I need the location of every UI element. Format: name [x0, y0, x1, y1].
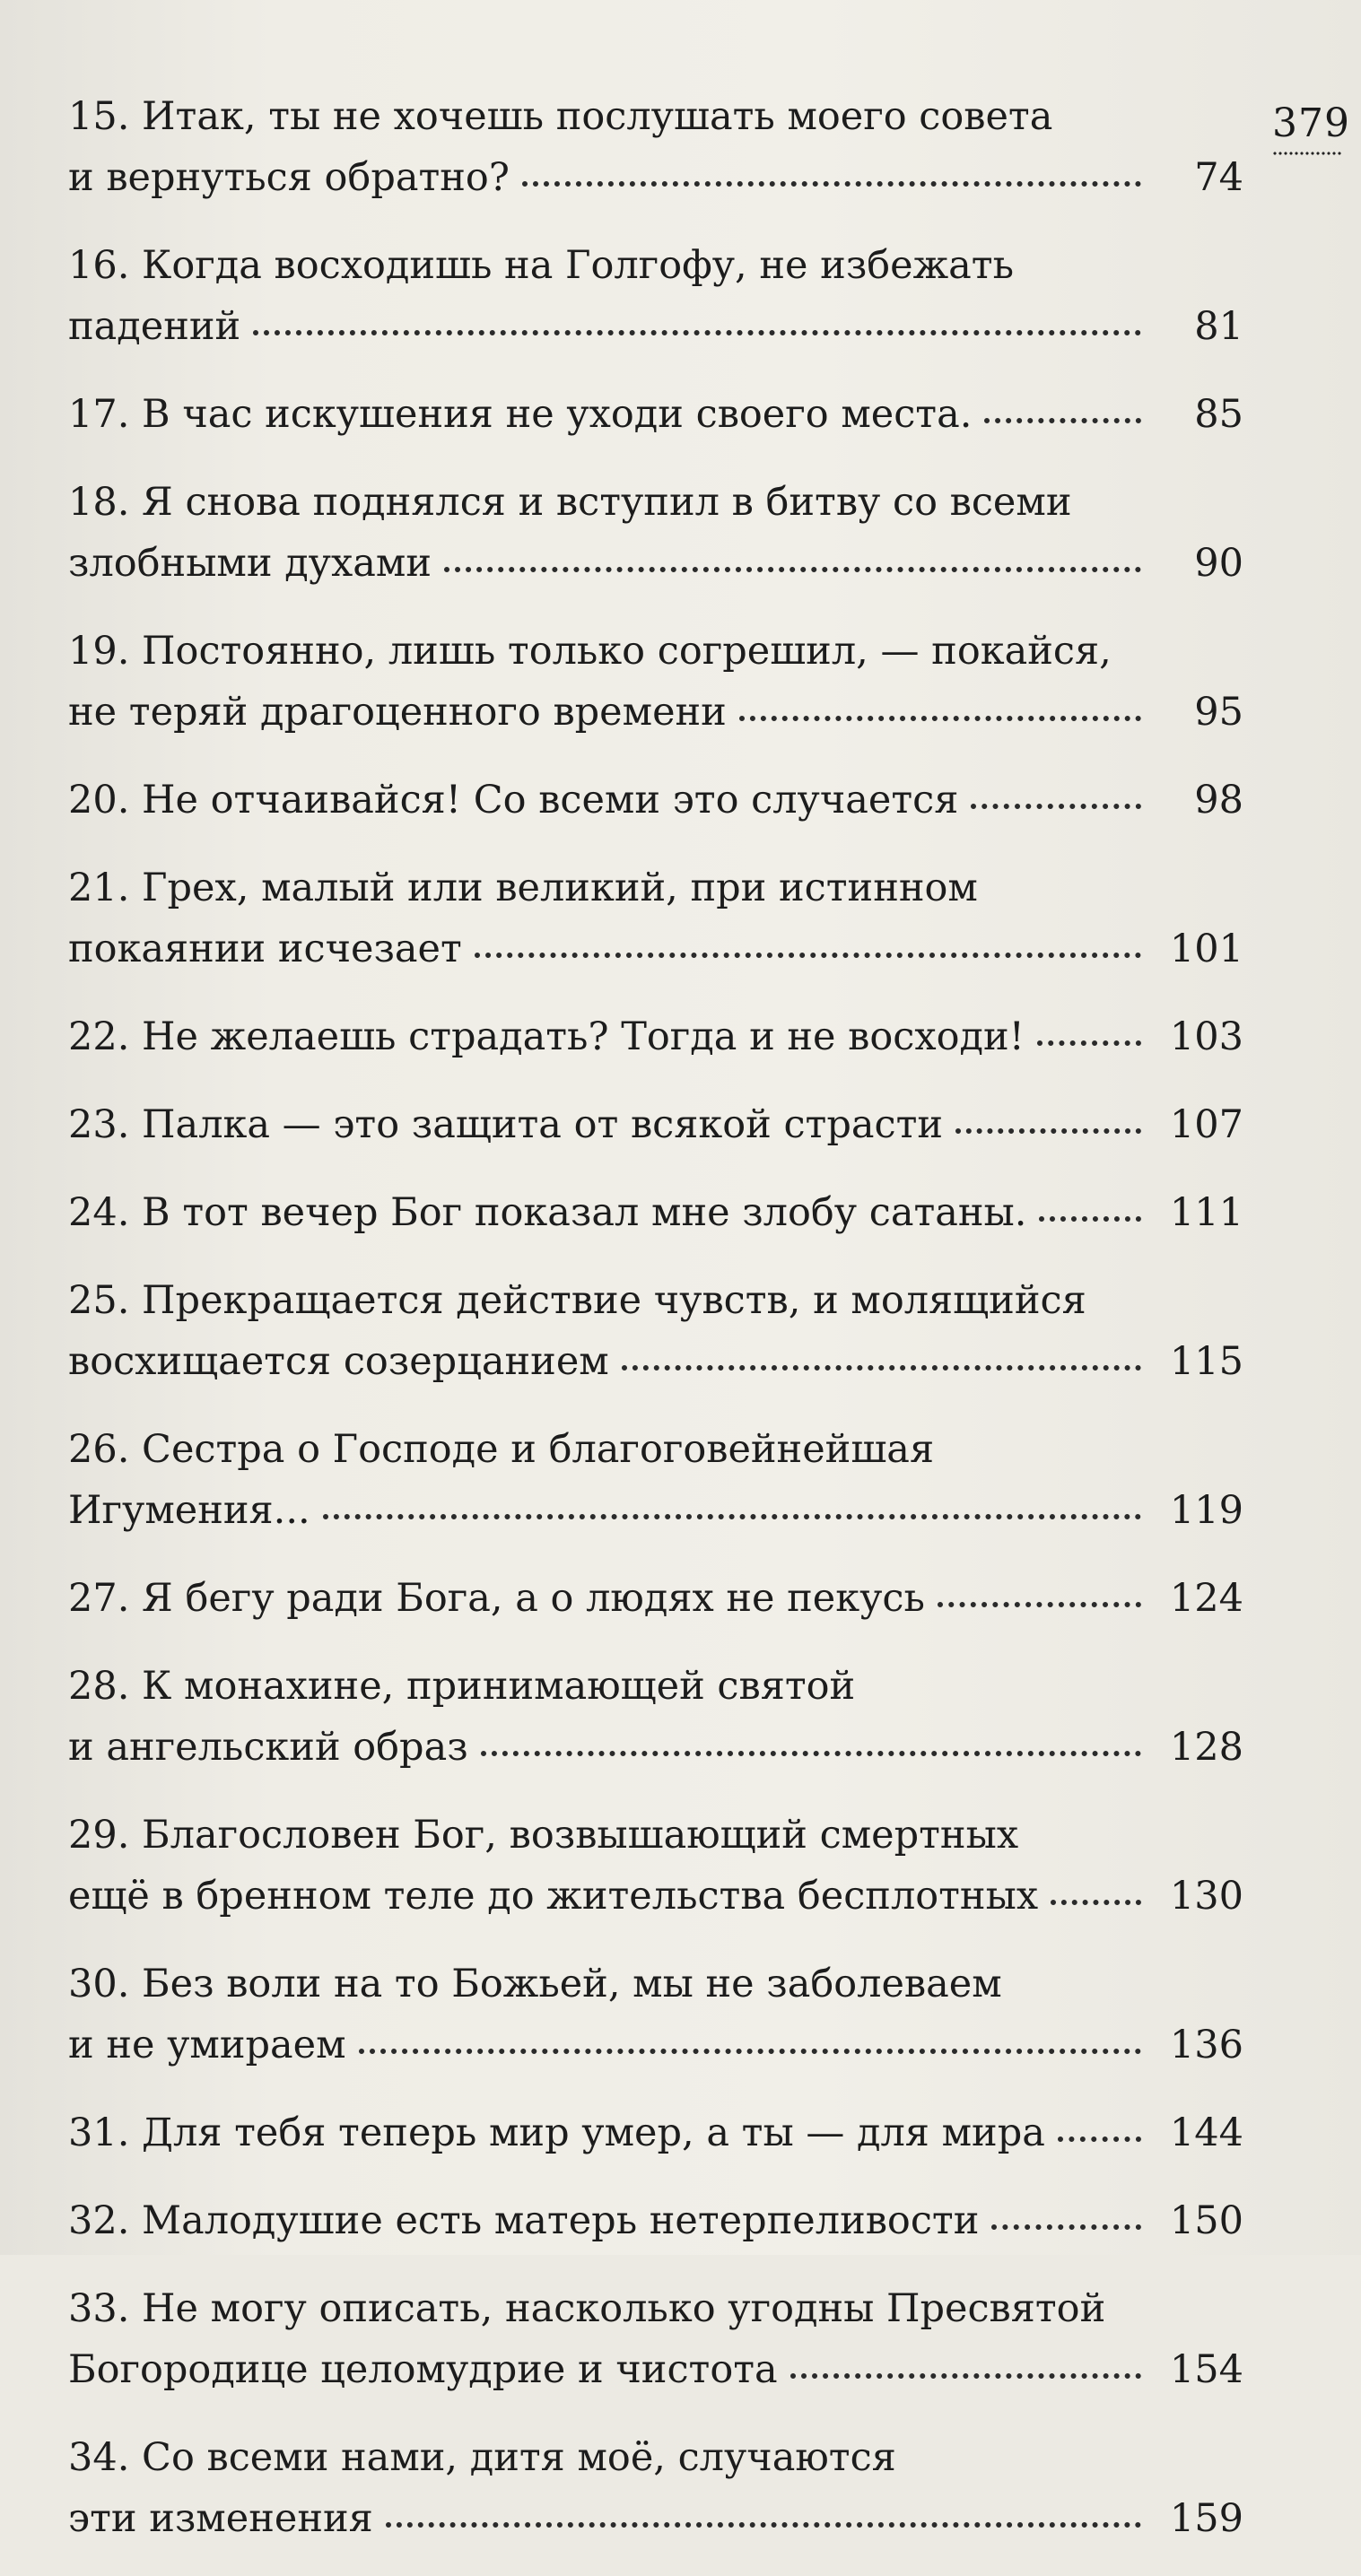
toc-entry — [68, 235, 1243, 357]
toc-entry — [68, 1094, 1243, 1155]
toc-entry — [68, 770, 1243, 831]
toc-entry-line — [68, 2015, 1243, 2076]
toc-entry-line — [68, 621, 1243, 682]
toc-entry — [68, 1805, 1243, 1927]
toc-entry-line — [68, 2339, 1243, 2400]
toc-entry — [68, 2190, 1243, 2251]
toc-entry — [68, 2278, 1243, 2400]
toc-entry-page: 107 — [1169, 1102, 1243, 1147]
toc-entry-line — [68, 533, 1243, 594]
toc-entry-title: 32. Малодушие есть матерь нетерпеливости — [68, 2198, 980, 2243]
dot-leader — [253, 330, 1141, 335]
toc-entry-page: 119 — [1169, 1488, 1243, 1533]
toc-entry — [68, 1006, 1243, 1067]
toc-entry-title: 29. Благословен Бог, возвышающий смертных — [68, 1813, 1019, 1858]
toc-entry — [68, 384, 1243, 445]
toc-entry-title: 17. В час искушения не уходи своего места. — [68, 392, 973, 437]
toc-entry-page: 150 — [1169, 2198, 1243, 2243]
toc-entry-title: 21. Грех, малый или великий, при истинном — [68, 866, 978, 910]
toc-entry-title: падений — [68, 304, 241, 349]
dot-leader — [323, 1514, 1141, 1519]
toc-entry-title: Богородице целомудрие и чистота — [68, 2347, 778, 2392]
toc-entry-page: 111 — [1169, 1190, 1243, 1235]
toc-entry-line — [68, 1270, 1243, 1331]
toc-entry-line — [68, 1094, 1243, 1155]
toc-entry-line — [68, 1717, 1243, 1778]
toc-entry-title: злобными духами — [68, 541, 432, 586]
toc-entry-title: 30. Без воли на то Божьей, мы не заболеваем — [68, 1962, 1002, 2006]
toc-entry-page: 101 — [1169, 927, 1243, 971]
toc-entry-line — [68, 857, 1243, 918]
dot-leader — [386, 2522, 1141, 2528]
toc-entry-page: 74 — [1194, 155, 1243, 200]
toc-entry-line — [68, 1568, 1243, 1629]
toc-entry-line — [68, 2102, 1243, 2163]
toc-entry-page: 81 — [1194, 304, 1243, 349]
dot-leader — [991, 2224, 1141, 2230]
toc-entry-title: 33. Не могу описать, насколько угодны Пресвятой — [68, 2286, 1106, 2331]
dot-leader — [1039, 1216, 1141, 1222]
toc-entry-page: 95 — [1194, 690, 1243, 735]
dot-leader — [1037, 1040, 1141, 1046]
toc-entry — [68, 1656, 1243, 1778]
page-number: 379 — [1272, 100, 1350, 146]
toc-entry-line — [68, 1182, 1243, 1243]
toc-entry-title: 22. Не желаешь страдать? Тогда и не восходи! — [68, 1014, 1025, 1059]
toc-entry — [68, 472, 1243, 594]
toc-entry — [68, 1568, 1243, 1629]
toc-entry-title: 24. В тот вечер Бог показал мне злобу сатаны. — [68, 1190, 1027, 1235]
dot-leader — [522, 181, 1141, 187]
toc-entry-title: 31. Для тебя теперь мир умер, а ты — для мира — [68, 2110, 1045, 2155]
dot-leader — [739, 716, 1141, 721]
toc-entry — [68, 2427, 1243, 2549]
toc-entry-line — [68, 1331, 1243, 1392]
toc-entry-line — [68, 682, 1243, 743]
dot-leader — [1051, 1900, 1141, 1905]
toc-entry-title: 20. Не отчаивайся! Со всеми это случается — [68, 778, 959, 822]
toc-entry-title: не теряй драгоценного времени — [68, 690, 727, 735]
toc-entry-page: 98 — [1194, 778, 1243, 822]
dot-leader — [955, 1128, 1141, 1134]
toc-entry-page: 154 — [1169, 2347, 1243, 2392]
toc-entry-page: 130 — [1169, 1874, 1243, 1919]
dot-leader — [622, 1365, 1141, 1371]
toc-entry-page: 103 — [1169, 1014, 1243, 1059]
toc-entry-title: 16. Когда восходишь на Голгофу, не избежать — [68, 243, 1015, 288]
toc-entry-line — [68, 2488, 1243, 2549]
toc-entry-title: и не умираем — [68, 2023, 346, 2067]
toc-entry-page: 159 — [1169, 2496, 1243, 2541]
toc-entry-title: 18. Я снова поднялся и вступил в битву со всеми — [68, 480, 1072, 525]
toc-entry-page: 128 — [1169, 1725, 1243, 1770]
dot-leader — [475, 953, 1141, 958]
toc-entry-title: 34. Со всеми нами, дитя моё, случаются — [68, 2435, 896, 2480]
toc-entry-page: 85 — [1194, 392, 1243, 437]
toc-entry-page: 144 — [1169, 2110, 1243, 2155]
toc-entry-line — [68, 1805, 1243, 1866]
dot-leader — [481, 1751, 1141, 1756]
toc-entry-title: Игумения... — [68, 1488, 310, 1533]
toc-entry-line — [68, 1866, 1243, 1927]
toc-entry-title: эти изменения — [68, 2496, 373, 2541]
toc-entry-title: 15. Итак, ты не хочешь послушать моего совета — [68, 94, 1053, 139]
toc-entry-title: 26. Сестра о Господе и благоговейнейшая — [68, 1427, 935, 1472]
dot-leader — [984, 418, 1141, 423]
toc-entry-line — [68, 1006, 1243, 1067]
toc-entry-line — [68, 235, 1243, 296]
toc-entry-title: 25. Прекращается действие чувств, и молящийся — [68, 1278, 1086, 1323]
toc-entry-line — [68, 1480, 1243, 1541]
toc-entry — [68, 1270, 1243, 1392]
toc-entry — [68, 857, 1243, 979]
dot-leader — [1058, 2137, 1141, 2142]
toc-entry-line — [68, 1954, 1243, 2015]
dot-leader — [790, 2373, 1141, 2379]
toc-entry-title: восхищается созерцанием — [68, 1339, 609, 1384]
toc-entry-line — [68, 472, 1243, 533]
toc-entry — [68, 2102, 1243, 2163]
toc-entry-line — [68, 147, 1243, 208]
toc-entry-page: 136 — [1169, 2023, 1243, 2067]
dot-leader — [444, 567, 1141, 572]
toc-entry-page: 115 — [1169, 1339, 1243, 1384]
toc-entry-title: 27. Я бегу ради Бога, а о людях не пекусь — [68, 1576, 925, 1621]
toc-entry-page: 124 — [1169, 1576, 1243, 1621]
toc-entry-line — [68, 918, 1243, 979]
dot-leader — [971, 804, 1141, 809]
toc-entry-page: 90 — [1194, 541, 1243, 586]
toc-entry — [68, 86, 1243, 208]
toc-entry — [68, 1182, 1243, 1243]
toc-entry-line — [68, 384, 1243, 445]
toc-entry-line — [68, 1656, 1243, 1717]
toc-entry-line — [68, 2278, 1243, 2339]
toc-entry-line — [68, 2190, 1243, 2251]
toc-entry-title: покаянии исчезает — [68, 927, 462, 971]
toc-entry-title: и ангельский образ — [68, 1725, 468, 1770]
toc-entry-title: 19. Постоянно, лишь только согрешил, — покайся, — [68, 629, 1112, 674]
toc-entry — [68, 1419, 1243, 1541]
toc-entry-line — [68, 770, 1243, 831]
toc-entry-line — [68, 86, 1243, 147]
toc-entry-line — [68, 2427, 1243, 2488]
toc-entry-line — [68, 1419, 1243, 1480]
dot-leader — [359, 2049, 1141, 2054]
table-of-contents — [68, 86, 1243, 2576]
page-number-underline — [1272, 151, 1342, 156]
toc-entry-line — [68, 296, 1243, 357]
toc-entry — [68, 621, 1243, 743]
dot-leader — [938, 1602, 1141, 1607]
toc-entry-title: 23. Палка — это защита от всякой страсти — [68, 1102, 944, 1147]
toc-entry — [68, 1954, 1243, 2076]
toc-entry-title: и вернуться обратно? — [68, 155, 510, 200]
toc-entry-title: 28. К монахине, принимающей святой — [68, 1664, 856, 1709]
toc-entry-title: ещё в бренном теле до жительства бесплотных — [68, 1874, 1039, 1919]
